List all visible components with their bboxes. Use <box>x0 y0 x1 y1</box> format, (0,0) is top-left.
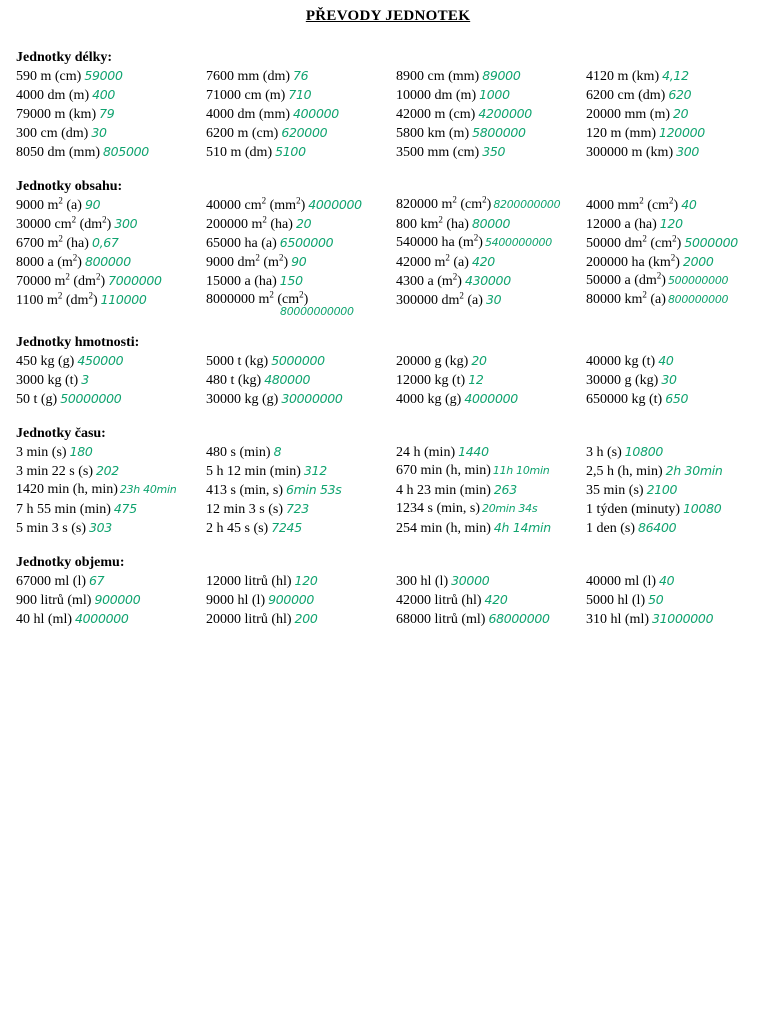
exercise-question: 8900 cm (mm) <box>396 69 480 84</box>
exercise-item <box>586 86 760 105</box>
handwritten-answer: 68000000 <box>488 611 550 626</box>
handwritten-answer: 120 <box>659 216 683 231</box>
exercise-question: 540000 ha $(m^2)$ <box>396 232 483 250</box>
handwritten-answer: 89000 <box>482 68 521 83</box>
handwritten-answer: 300 <box>114 216 138 231</box>
exercise-item <box>206 572 396 591</box>
exercise-question: 6700 $m^2$ (ha) <box>16 233 89 251</box>
exercise-item <box>396 610 586 629</box>
exercise-question: 4120 m (km) <box>586 69 660 84</box>
exercise-item <box>206 591 396 610</box>
exercise-question: 4 h 23 min (min) <box>396 483 491 498</box>
handwritten-answer: 900000 <box>268 592 315 607</box>
exercise-item <box>206 215 396 234</box>
exercise-question: 12000 a (ha) <box>586 217 657 232</box>
handwritten-answer: 50 <box>648 592 664 607</box>
exercise-item <box>586 67 760 86</box>
exercise-question: 7 h 55 min (min) <box>16 502 111 517</box>
exercise-item <box>586 124 760 143</box>
exercise-item <box>396 500 586 519</box>
handwritten-answer: 40 <box>658 353 674 368</box>
exercise-question: 820000 $m^2$ $(cm^2)$ <box>396 194 492 212</box>
exercise-question: 4000 dm (mm) <box>206 107 290 122</box>
handwritten-answer: 4000000 <box>308 197 362 212</box>
exercise-question: 590 m (cm) <box>16 69 82 84</box>
exercise-item <box>586 443 760 462</box>
exercise-question: 50000 a $(dm^2)$ <box>586 270 666 288</box>
handwritten-answer: 2100 <box>646 482 678 497</box>
exercise-question: 6200 cm (dm) <box>586 88 666 103</box>
exercise-item <box>16 572 206 591</box>
exercise-question: 200000 $m^2$ (ha) <box>206 214 293 232</box>
exercise-question: 670 min (h, min) <box>396 463 491 478</box>
handwritten-answer: 79 <box>99 106 115 121</box>
handwritten-answer: 110000 <box>100 292 147 307</box>
handwritten-answer: 67 <box>89 573 105 588</box>
exercise-grid <box>16 352 760 409</box>
exercise-item <box>16 215 206 234</box>
exercise-item <box>206 272 396 291</box>
exercise-item <box>16 443 206 462</box>
exercise-question: 1 týden (minuty) <box>586 502 681 517</box>
handwritten-answer: 120000 <box>659 125 705 140</box>
exercise-item <box>206 67 396 86</box>
exercise-question: 2 h 45 s (s) <box>206 521 269 536</box>
exercise-item <box>586 215 760 234</box>
handwritten-answer: 120 <box>294 573 318 588</box>
exercise-question: 12000 litrů (hl) <box>206 574 292 589</box>
section-heading: Jednotky času: <box>16 426 106 441</box>
exercise-item <box>586 253 760 272</box>
exercise-item <box>586 572 760 591</box>
handwritten-answer: 303 <box>89 520 112 535</box>
handwritten-answer: 5000000 <box>271 353 325 368</box>
exercise-question: 71000 cm (m) <box>206 88 286 103</box>
exercise-question: 50000 $dm^2$ $(cm^2)$ <box>586 233 682 251</box>
exercise-item <box>396 371 586 390</box>
exercise-item <box>16 519 206 538</box>
exercise-question: 1100 $m^2$ $(dm^2)$ <box>16 290 98 308</box>
handwritten-answer: 180 <box>69 444 93 459</box>
exercise-grid <box>16 67 760 162</box>
exercise-item <box>16 481 206 500</box>
handwritten-answer: 6min 53s <box>286 482 342 497</box>
handwritten-answer: 350 <box>482 144 506 159</box>
exercise-item <box>396 591 586 610</box>
exercise-question: 12000 kg (t) <box>396 373 466 388</box>
handwritten-answer: 0,67 <box>91 235 119 250</box>
exercise-item <box>396 291 586 318</box>
exercise-item <box>586 462 760 481</box>
exercise-item <box>16 143 206 162</box>
handwritten-answer: 400 <box>92 87 116 102</box>
exercise-item <box>16 86 206 105</box>
handwritten-answer: 4h 14min <box>493 520 551 535</box>
exercise-question: 5 min 3 s (s) <box>16 521 86 536</box>
handwritten-answer: 500000000 <box>667 274 729 287</box>
exercise-item <box>586 234 760 253</box>
handwritten-answer: 900000 <box>94 592 141 607</box>
handwritten-answer: 3 <box>81 372 89 387</box>
handwritten-answer: 2000 <box>682 254 714 269</box>
exercise-question: 35 min (s) <box>586 483 644 498</box>
handwritten-answer: 800000 <box>84 254 131 269</box>
handwritten-answer: 2h 30min <box>665 463 723 478</box>
exercise-question: 9000 $dm^2$ $(m^2)$ <box>206 252 289 270</box>
exercise-item <box>206 291 396 318</box>
exercise-item <box>16 352 206 371</box>
handwritten-answer: 723 <box>286 501 309 516</box>
exercise-question: 480 s (min) <box>206 445 271 460</box>
handwritten-answer: 6500000 <box>279 235 334 250</box>
exercise-item <box>396 124 586 143</box>
section-heading: Jednotky hmotnosti: <box>16 335 140 350</box>
exercise-question: 4000 $mm^2$ $(cm^2)$ <box>586 195 679 213</box>
exercise-item <box>396 572 586 591</box>
handwritten-answer: 200 <box>294 611 318 626</box>
handwritten-answer: 90 <box>291 254 307 269</box>
exercise-item <box>396 143 586 162</box>
exercise-item <box>16 67 206 86</box>
exercise-item <box>206 610 396 629</box>
handwritten-answer: 20 <box>471 353 487 368</box>
exercise-item <box>396 272 586 291</box>
handwritten-answer: 30000 <box>451 573 490 588</box>
exercise-item <box>16 272 206 291</box>
exercise-item <box>206 371 396 390</box>
exercise-item <box>16 105 206 124</box>
handwritten-answer: 4200000 <box>478 106 532 121</box>
section-objemu <box>16 554 760 629</box>
exercise-item <box>16 462 206 481</box>
exercise-item <box>16 291 206 318</box>
exercise-item <box>16 591 206 610</box>
handwritten-answer: 420 <box>484 592 508 607</box>
exercise-question: 40000 kg (t) <box>586 354 656 369</box>
handwritten-answer: 202 <box>96 463 119 478</box>
exercise-question: 40000 $cm^2$ $(mm^2)$ <box>206 195 306 213</box>
handwritten-answer: 805000 <box>103 144 149 159</box>
section-heading: Jednotky obsahu: <box>16 179 123 194</box>
exercise-question: 3500 mm (cm) <box>396 145 480 160</box>
exercise-item <box>586 272 760 291</box>
handwritten-answer: 420 <box>471 254 495 269</box>
exercise-question: 42000 litrů (hl) <box>396 593 482 608</box>
exercise-question: 4000 kg (g) <box>396 392 462 407</box>
exercise-question: 6200 m (cm) <box>206 126 279 141</box>
handwritten-answer: 90 <box>84 197 101 212</box>
exercise-question: 200000 ha $(km^2)$ <box>586 252 680 270</box>
exercise-item <box>206 105 396 124</box>
exercise-question: 450 kg (g) <box>16 354 75 369</box>
exercise-item <box>16 610 206 629</box>
exercise-question: 5 h 12 min (min) <box>206 464 301 479</box>
exercise-question: 413 s (min, s) <box>206 483 283 498</box>
exercise-item <box>206 352 396 371</box>
handwritten-answer: 650 <box>665 391 689 406</box>
exercise-question: 8000000 $m^2$ $(cm^2)$ <box>206 289 309 307</box>
handwritten-answer: 5100 <box>275 144 306 159</box>
handwritten-answer: 300 <box>676 144 700 159</box>
exercise-question: 900 litrů (ml) <box>16 593 92 608</box>
handwritten-answer: 4000000 <box>75 611 129 626</box>
exercise-question: 50 t (g) <box>16 392 58 407</box>
handwritten-answer: 800000000 <box>667 293 729 306</box>
handwritten-answer: 11h 10min <box>492 464 550 477</box>
exercise-question: 70000 $m^2$ $(dm^2)$ <box>16 271 106 289</box>
exercise-item <box>586 500 760 519</box>
handwritten-answer: 5800000 <box>472 125 526 140</box>
exercise-question: 8050 dm (mm) <box>16 145 100 160</box>
handwritten-answer: 1440 <box>458 444 489 459</box>
exercise-question: 20000 mm (m) <box>586 107 670 122</box>
handwritten-answer: 20 <box>673 106 689 121</box>
handwritten-answer: 30 <box>661 372 677 387</box>
exercise-item <box>396 352 586 371</box>
exercise-question: 65000 ha (a) <box>206 236 277 251</box>
exercise-item <box>586 196 760 215</box>
exercise-item <box>16 196 206 215</box>
handwritten-answer: 50000000 <box>60 391 122 406</box>
exercise-item <box>396 253 586 272</box>
exercise-question: 650000 kg (t) <box>586 392 663 407</box>
exercise-question: 1234 s (min, s) <box>396 501 480 516</box>
exercise-item <box>396 390 586 409</box>
exercise-item <box>396 196 586 215</box>
handwritten-answer: 10080 <box>683 501 722 516</box>
section-delky <box>16 49 760 162</box>
handwritten-answer: 23h 40min <box>119 483 177 496</box>
exercise-question: 24 h (min) <box>396 445 456 460</box>
exercise-question: 800 $km^2$ (ha) <box>396 214 469 232</box>
handwritten-answer: 20min 34s <box>482 502 538 515</box>
exercise-question: 510 m (dm) <box>206 145 273 160</box>
exercise-item <box>16 234 206 253</box>
exercise-question: 300000 m (km) <box>586 145 674 160</box>
exercise-question: 5000 t (kg) <box>206 354 269 369</box>
exercise-question: 15000 a (ha) <box>206 274 277 289</box>
handwritten-answer: 30000000 <box>281 391 343 406</box>
exercise-question: 42000 m (cm) <box>396 107 476 122</box>
exercise-question: 9000 hl (l) <box>206 593 266 608</box>
exercise-question: 2,5 h (h, min) <box>586 464 663 479</box>
handwritten-answer: 620000 <box>281 125 328 140</box>
section-hmotnosti <box>16 334 760 409</box>
exercise-question: 20000 g (kg) <box>396 354 469 369</box>
handwritten-answer: 80000 <box>471 216 511 231</box>
handwritten-answer: 1000 <box>479 87 510 102</box>
section-heading: Jednotky délky: <box>16 50 113 65</box>
exercise-question: 40000 ml (l) <box>586 574 656 589</box>
exercise-question: 1420 min (h, min) <box>16 482 118 497</box>
exercise-item <box>16 500 206 519</box>
exercise-item <box>16 124 206 143</box>
exercise-item <box>206 124 396 143</box>
exercise-item <box>16 253 206 272</box>
exercise-item <box>206 500 396 519</box>
exercise-item <box>396 105 586 124</box>
section-obsahu <box>16 178 760 318</box>
exercise-question: 30000 kg (g) <box>206 392 279 407</box>
handwritten-answer: 76 <box>293 68 309 83</box>
exercise-question: 40 hl (ml) <box>16 612 72 627</box>
exercise-item <box>396 519 586 538</box>
exercise-item <box>396 215 586 234</box>
exercise-item <box>206 443 396 462</box>
handwritten-answer: 40 <box>659 573 675 588</box>
exercise-item <box>206 462 396 481</box>
exercise-item <box>396 443 586 462</box>
exercise-question: 30000 g (kg) <box>586 373 659 388</box>
exercise-question: 30000 $cm^2$ $(dm^2)$ <box>16 214 112 232</box>
handwritten-answer: 5400000000 <box>484 236 552 249</box>
exercise-item <box>586 591 760 610</box>
handwritten-answer: 20 <box>295 216 312 231</box>
exercise-item <box>206 86 396 105</box>
exercise-item <box>206 196 396 215</box>
handwritten-answer: 450000 <box>77 353 124 368</box>
exercise-question: 7600 mm (dm) <box>206 69 290 84</box>
exercise-question: 300000 $dm^2$ (a) <box>396 290 483 308</box>
handwritten-answer: 7245 <box>271 520 302 535</box>
handwritten-answer: 30 <box>91 125 107 140</box>
exercise-question: 3000 kg (t) <box>16 373 79 388</box>
exercise-question: 12 min 3 s (s) <box>206 502 283 517</box>
exercise-item <box>586 352 760 371</box>
handwritten-answer: 312 <box>303 463 327 478</box>
exercise-question: 300 hl (l) <box>396 574 449 589</box>
handwritten-answer: 7000000 <box>108 273 162 288</box>
exercise-item <box>206 519 396 538</box>
exercise-item <box>206 390 396 409</box>
exercise-question: 5000 hl (l) <box>586 593 646 608</box>
exercise-item <box>586 481 760 500</box>
exercise-item <box>586 371 760 390</box>
exercise-grid <box>16 196 760 318</box>
exercise-question: 68000 litrů (ml) <box>396 612 486 627</box>
exercise-question: 79000 m (km) <box>16 107 97 122</box>
exercise-item <box>586 610 760 629</box>
exercise-item <box>586 291 760 318</box>
exercise-item <box>586 105 760 124</box>
handwritten-answer: 8 <box>273 444 282 459</box>
exercise-item <box>396 234 586 253</box>
handwritten-answer: 5000000 <box>684 235 738 250</box>
handwritten-answer: 4000000 <box>464 391 518 406</box>
exercise-question: 80000 $km^2$ (a) <box>586 289 666 307</box>
exercise-question: 9000 $m^2$ (a) <box>16 195 82 213</box>
exercise-question: 3 h (s) <box>586 445 622 460</box>
exercise-question: 310 hl (ml) <box>586 612 649 627</box>
handwritten-answer: 4,12 <box>662 68 689 83</box>
exercise-question: 42000 $m^2$ (a) <box>396 252 469 270</box>
handwritten-answer: 31000000 <box>652 611 714 626</box>
exercise-question: 8000 a $(m^2)$ <box>16 252 82 270</box>
exercise-question: 4300 a $(m^2)$ <box>396 271 462 289</box>
exercise-question: 5800 km (m) <box>396 126 470 141</box>
exercise-item <box>206 481 396 500</box>
exercise-item <box>16 371 206 390</box>
handwritten-answer: 10800 <box>624 444 664 459</box>
section-casu <box>16 425 760 538</box>
handwritten-answer: 12 <box>468 372 484 387</box>
exercise-grid <box>16 572 760 629</box>
handwritten-answer: 80000000000 <box>280 305 354 318</box>
exercise-grid <box>16 443 760 538</box>
handwritten-answer: 40 <box>681 197 697 212</box>
handwritten-answer: 59000 <box>84 68 123 83</box>
exercise-question: 3 min (s) <box>16 445 67 460</box>
handwritten-answer: 8200000000 <box>493 198 561 211</box>
exercise-item <box>396 462 586 481</box>
exercise-question: 20000 litrů (hl) <box>206 612 292 627</box>
exercise-item <box>206 253 396 272</box>
exercise-question: 10000 dm (m) <box>396 88 477 103</box>
exercise-question: 120 m (mm) <box>586 126 656 141</box>
exercise-item <box>206 234 396 253</box>
exercise-item <box>16 390 206 409</box>
handwritten-answer: 710 <box>288 87 312 102</box>
handwritten-answer: 400000 <box>293 106 339 121</box>
exercise-question: 1 den (s) <box>586 521 635 536</box>
exercise-item <box>586 143 760 162</box>
handwritten-answer: 475 <box>113 501 137 516</box>
exercise-item <box>206 143 396 162</box>
exercise-item <box>396 67 586 86</box>
exercise-question: 254 min (h, min) <box>396 521 491 536</box>
exercise-question: 480 t (kg) <box>206 373 262 388</box>
section-heading: Jednotky objemu: <box>16 555 125 570</box>
handwritten-answer: 30 <box>485 292 502 307</box>
handwritten-answer: 480000 <box>264 372 311 387</box>
page-title: PŘEVODY JEDNOTEK <box>305 8 471 24</box>
exercise-question: 67000 ml (l) <box>16 574 86 589</box>
exercise-question: 300 cm (dm) <box>16 126 89 141</box>
handwritten-answer: 430000 <box>464 273 511 288</box>
handwritten-answer: 86400 <box>638 520 677 535</box>
handwritten-answer: 620 <box>668 87 692 102</box>
worksheet <box>16 8 760 645</box>
exercise-question: 3 min 22 s (s) <box>16 464 93 479</box>
exercise-item <box>586 519 760 538</box>
handwritten-answer: 263 <box>493 482 517 497</box>
exercise-item <box>396 481 586 500</box>
exercise-item <box>586 390 760 409</box>
exercise-question: 4000 dm (m) <box>16 88 90 103</box>
exercise-item <box>396 86 586 105</box>
handwritten-answer: 150 <box>279 273 303 288</box>
